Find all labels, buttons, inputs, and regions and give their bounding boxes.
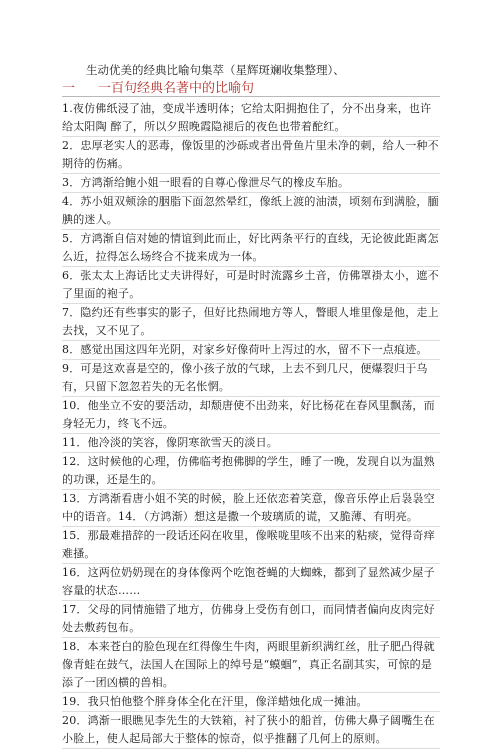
list-item: 9．可是这欢喜是空的，像小孩子放的气球，上去不到几尺，便爆裂归于乌有，只留下忽忽若失的无名怅惘。	[62, 360, 440, 397]
list-item: 6．张太太上海话比丈夫讲得好，可是时时流露乡土音，仿佛罩褂太小，遮不了里面的袍子。	[62, 267, 440, 304]
document-title: 生动优美的经典比喻句集萃（星辉斑斓收集整理）、	[86, 63, 345, 77]
list-item: 12．这时候他的心理，仿佛临考抱佛脚的学生，睡了一晚，发现自以为温熟的功课，还是生的。	[62, 453, 440, 490]
list-item: 18．本来苍白的脸色现在红得像生牛肉，两眼里新织满红丝，肚子肥凸得就像青蛙在鼓气，法国人在国际上的绰号是“蟆蝈”，真正名副其实，可惊的是添了一团凶横的兽相。	[62, 638, 440, 693]
list-item: 3．方鸿渐给鲍小姐一眼看的自尊心像泄尽气的橡皮车胎。	[62, 174, 440, 193]
section-heading	[62, 80, 254, 97]
list-item: 8．感觉出国这四年光阴，对家乡好像荷叶上泻过的水，留不下一点痕迹。	[62, 341, 440, 360]
list-item: 4．苏小姐双颊涂的胭脂下面忽然晕红，像纸上渡的油渍，顷刻布到满脸，腼腆的迷人。	[62, 193, 440, 230]
list-item: 2．忠厚老实人的恶毒，像饭里的沙砾或者出骨鱼片里未净的刺，给人一种不期待的伤痛。	[62, 137, 440, 174]
list-item: 19．我只怕他整个胖身体全化在汗里，像洋蜡烛化成一摊油。	[62, 693, 440, 712]
list-item: 16．这两位奶奶现在的身体像两个吃饱苍蝇的大蜘蛛，都到了显然减少屋子容量的状态……	[62, 564, 440, 601]
list-item: 11．他冷淡的笑容，像阴寒欲雪天的淡日。	[62, 434, 440, 453]
list-item: 15．那最难措辞的一段话还闷在收里，像喉咙里咳不出来的粘痰，觉得奇痒难搔。	[62, 527, 440, 564]
section-title: 一百句经典名著中的比喻句	[98, 81, 255, 96]
simile-list	[62, 100, 440, 749]
list-item: 10．他坐立不安的要活动，却颓唐使不出劲来，好比杨花在春风里飘荡，而身轻无力，终飞不远。	[62, 397, 440, 434]
section-divider	[62, 96, 440, 97]
list-item: 20．鸿渐一眼瞧见李先生的大铁箱，衬了狭小的船首，仿佛大鼻子阔嘴生在小脸上，使人起局部大于整体的惊奇，似乎推翻了几何上的原则。	[62, 712, 440, 749]
list-item: 5．方鸿渐自信对她的情谊到此而止，好比两条平行的直线，无论彼此距离怎么近，拉得怎么场终合不拢来成为一体。	[62, 230, 440, 267]
list-item: 13．方鸿渐看唐小姐不笑的时候，脸上还依恋着笑意，像音乐停止后袅袅空中的语音。14．（方鸿渐）想这是撒一个玻璃质的谎，又脆薄、有明亮。	[62, 490, 440, 527]
section-number: 一	[62, 81, 76, 96]
list-item: 1.夜仿佛纸浸了油，变成半透明体；它给太阳拥抱住了，分不出身来，也许给太阳陶 醉了，所以夕照晚霞隐褪后的夜色也带着酡红。	[62, 100, 440, 137]
list-item: 17．父母的同情施错了地方，仿佛身上受伤有创口，而同情者偏向皮肉完好处去敷药包布。	[62, 601, 440, 638]
list-item: 7．隐约还有些事实的影子，但好比热闹地方等人，瞥眼人堆里像是他，走上去找，又不见了。	[62, 304, 440, 341]
